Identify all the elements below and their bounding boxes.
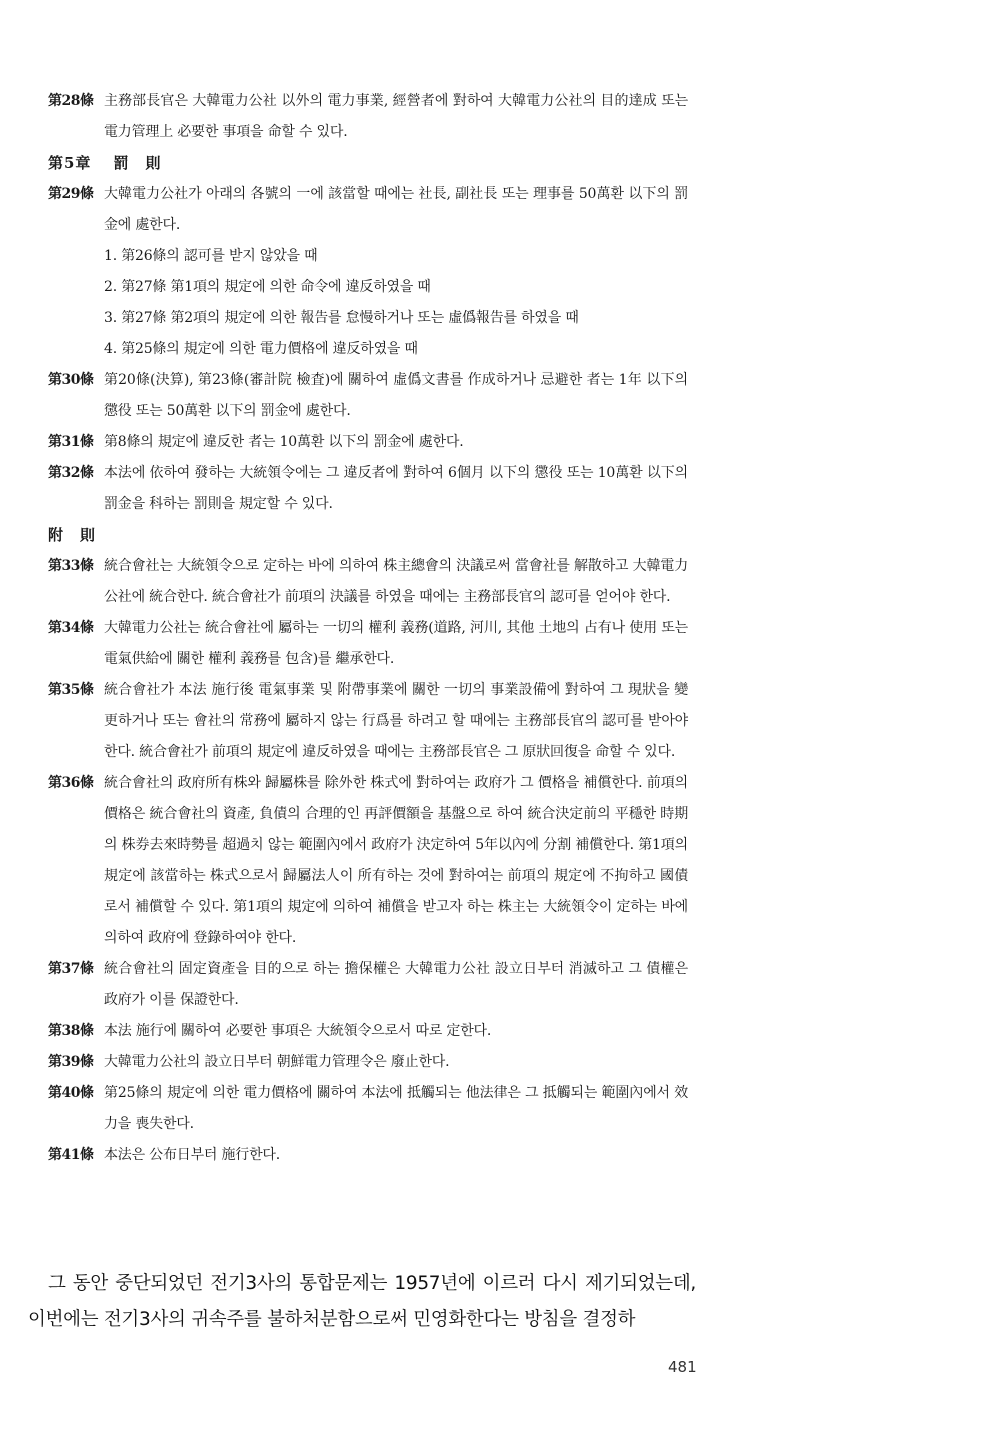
list-item: 2. 第27條 第1項의 規定에 의한 命令에 違反하였을 때 (104, 279, 431, 295)
article-29 (48, 179, 688, 241)
article-label: 第35條 (48, 682, 94, 698)
chapter-number: 第5章 (48, 154, 92, 172)
article-text: 統合會社의 固定資產을 目的으로 하는 擔保權은 大韓電力公社 設立日부터 消滅하고 그 債權은 政府가 이를 保證한다. (104, 961, 688, 1008)
list-item: 4. 第25條의 規定에 의한 電力價格에 違反하였을 때 (104, 341, 418, 357)
article-37 (48, 954, 688, 1016)
article-29-items (48, 241, 688, 365)
article-label: 第36條 (48, 775, 94, 791)
appendix-heading: 附 則 (48, 526, 97, 544)
article-32 (48, 458, 688, 520)
article-38 (48, 1016, 688, 1047)
article-text: 大韓電力公社가 아래의 各號의 一에 該當할 때에는 社長, 副社長 또는 理事를 50萬환 以下의 罰金에 處한다. (104, 186, 688, 233)
article-28 (48, 86, 688, 148)
article-41 (48, 1140, 688, 1171)
article-text: 統合會社의 政府所有株와 歸屬株를 除外한 株式에 對하여는 政府가 그 價格을 補償한다. 前項의 價格은 統合會社의 資產, 負債의 合理的인 再評價額을 基盤으로 하여 統合決定前의 平穩한 時期의 株券去來時勢를 超過치 않는 範圍內에서 政府가 決定하여 5年以內에 分割 補償한다. 第1項의 規定에 該當하는 株式으로서 歸屬法人이 所有하는 것에 對하여는 前項의 規定에 不拘하고 國債로서 補償할 수 있다. 第1項의 規定에 의하여 補償을 받고자 하는 株主는 大統領令이 定하는 바에 의하여 政府에 登錄하여야 한다. (104, 775, 688, 946)
list-item: 1. 第26條의 認可를 받지 않았을 때 (104, 248, 318, 264)
law-articles (48, 86, 688, 1171)
article-label: 第37條 (48, 961, 94, 977)
article-label: 第40條 (48, 1085, 94, 1101)
chapter-heading (48, 148, 688, 179)
article-text: 第20條(決算), 第23條(審計院 檢査)에 關하여 虛僞文書를 作成하거나 忌避한 者는 1年 以下의 懲役 또는 50萬환 以下의 罰金에 處한다. (104, 372, 688, 419)
article-label: 第31條 (48, 434, 94, 450)
article-text: 統合會社는 大統領令으로 定하는 바에 의하여 株主總會의 決議로써 當會社를 解散하고 大韓電力公社에 統合한다. 統合會社가 前項의 決議를 하였을 때에는 主務部長官의 認可를 얻어야 한다. (104, 558, 688, 605)
article-label: 第28條 (48, 93, 94, 109)
article-text: 本法은 公布日부터 施行한다. (104, 1147, 280, 1163)
article-label: 第33條 (48, 558, 94, 574)
article-39 (48, 1047, 688, 1078)
article-36 (48, 768, 688, 954)
article-35 (48, 675, 688, 768)
article-text: 統合會社가 本法 施行後 電氣事業 및 附帶事業에 關한 一切의 事業設備에 對하여 그 現狀을 變更하거나 또는 會社의 常務에 屬하지 않는 行爲를 하려고 할 때에는 主務部長官의 認可를 받아야 한다. 統合會社가 前項의 規定에 違反하였을 때에는 主務部長官은 그 原狀回復을 命할 수 있다. (104, 682, 688, 760)
article-33 (48, 551, 688, 613)
article-text: 大韓電力公社의 設立日부터 朝鮮電力管理令은 廢止한다. (104, 1054, 450, 1070)
article-text: 第8條의 規定에 違反한 者는 10萬환 以下의 罰金에 處한다. (104, 434, 464, 450)
page-number: 481 (668, 1358, 697, 1376)
article-label: 第41條 (48, 1147, 94, 1163)
article-label: 第34條 (48, 620, 94, 636)
article-label: 第39條 (48, 1054, 94, 1070)
list-item: 3. 第27條 第2項의 規定에 의한 報告를 怠慢하거나 또는 虛僞報告를 하였을 때 (104, 310, 579, 326)
article-34 (48, 613, 688, 675)
chapter-title: 罰 則 (113, 154, 162, 172)
article-label: 第38條 (48, 1023, 94, 1039)
article-40 (48, 1078, 688, 1140)
article-label: 第30條 (48, 372, 94, 388)
article-text: 本法에 依하여 發하는 大統領令에는 그 違反者에 對하여 6個月 以下의 懲役 또는 10萬환 以下의 罰金을 科하는 罰則을 規定할 수 있다. (104, 465, 688, 512)
article-text: 大韓電力公社는 統合會社에 屬하는 一切의 權利 義務(道路, 河川, 其他 土地의 占有나 使用 또는 電氣供給에 關한 權利 義務를 包含)를 繼承한다. (104, 620, 688, 667)
article-label: 第32條 (48, 465, 94, 481)
article-text: 第25條의 規定에 의한 電力價格에 關하여 本法에 抵觸되는 他法律은 그 抵觸되는 範圍內에서 效力을 喪失한다. (104, 1085, 688, 1132)
article-31 (48, 427, 688, 458)
body-paragraph: 그 동안 중단되었던 전기3사의 통합문제는 1957년에 이르러 다시 제기되었는데, 이번에는 전기3사의 귀속주를 불하처분함으로써 민영화한다는 방침을 결정하 (28, 1273, 696, 1330)
article-30 (48, 365, 688, 427)
article-text: 主務部長官은 大韓電力公社 以外의 電力事業, 經營者에 對하여 大韓電力公社의 目的達成 또는 電力管理上 必要한 事項을 命할 수 있다. (104, 93, 688, 140)
article-text: 本法 施行에 關하여 必要한 事項은 大統領令으로서 따로 定한다. (104, 1023, 492, 1039)
article-label: 第29條 (48, 186, 94, 202)
